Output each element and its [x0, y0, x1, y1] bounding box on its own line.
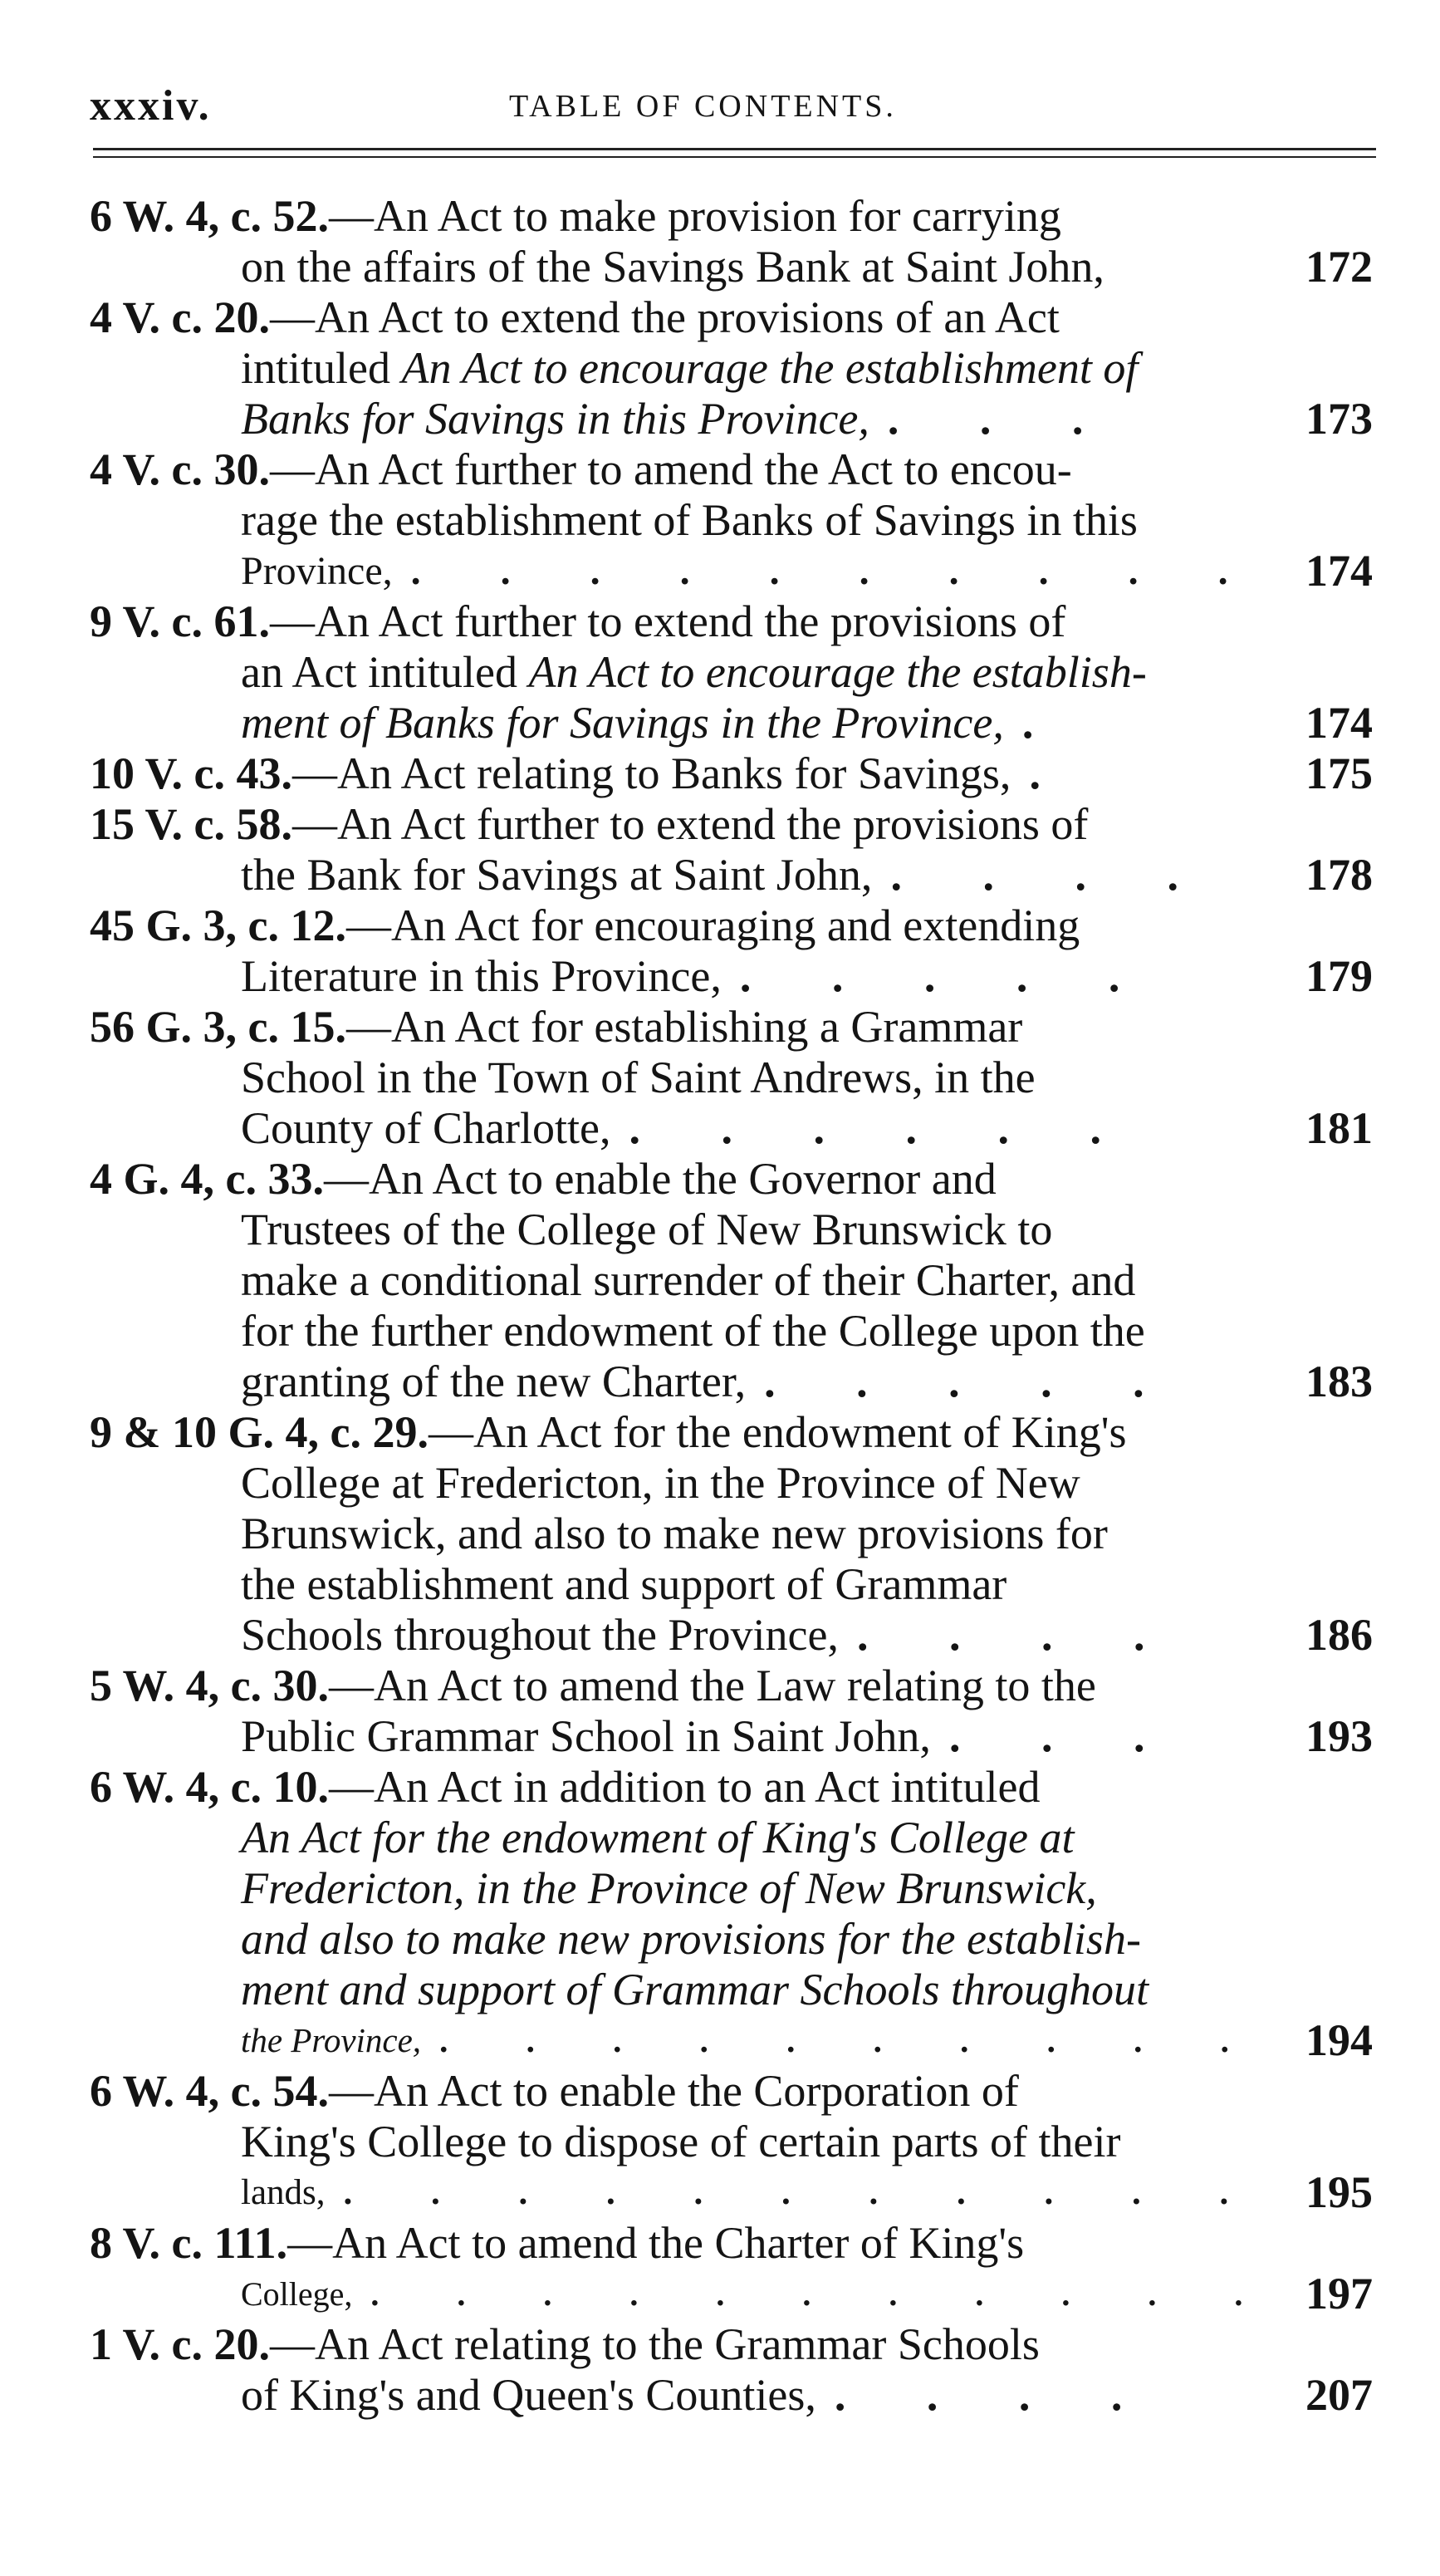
page-reference: 194 — [1305, 2015, 1373, 2065]
page-reference: 179 — [1305, 951, 1373, 1001]
page-reference: 197 — [1305, 2269, 1373, 2318]
entry-text: —An Act to make provision for carrying — [329, 191, 1061, 241]
statute-reference: 56 G. 3, c. 15. — [90, 1002, 346, 1052]
toc-entry — [90, 1407, 1373, 1661]
toc-entry — [90, 748, 1373, 799]
toc-entry — [90, 1762, 1373, 2066]
toc-entry-line — [90, 1306, 1373, 1357]
toc-entry-line — [90, 1255, 1373, 1306]
entry-text: King's College to dispose of certain parts of their — [241, 2117, 1121, 2166]
toc-entry — [90, 900, 1373, 1002]
dot-leader: . . . — [887, 394, 1119, 444]
entry-text: —An Act in addition to an Act intituled — [329, 1762, 1041, 1812]
toc-entry-line — [90, 748, 1373, 799]
entry-text: Brunswick, and also to make new provisions for — [241, 1509, 1108, 1558]
entry-text: an Act intituled — [241, 647, 529, 697]
dot-leader: . . . . . . . . . . — [439, 2021, 1264, 2059]
toc-entry-line — [90, 850, 1373, 900]
entry-text: granting of the new Charter, — [241, 1357, 747, 1406]
dot-leader: . . . . — [834, 2370, 1158, 2420]
page-header — [90, 81, 1373, 140]
act-title-italic: An Act for the endowment of King's College at — [241, 1813, 1075, 1862]
toc-entry-line — [90, 1863, 1373, 1914]
toc-entry-line — [90, 1103, 1373, 1154]
entry-text: on the affairs of the Savings Bank at Saint John, — [241, 242, 1104, 292]
toc-entry-line — [90, 1914, 1373, 1965]
dot-leader: . . . . — [856, 1610, 1180, 1660]
entry-text: of King's and Queen's Counties, — [241, 2370, 816, 2420]
page-reference: 175 — [1305, 748, 1373, 798]
entry-text: —An Act relating to the Grammar Schools — [270, 2319, 1040, 2369]
act-title-italic: ment and support of Grammar Schools throughout — [241, 1965, 1149, 2014]
statute-reference: 6 W. 4, c. 54. — [90, 2066, 330, 2116]
entry-text: rage the establishment of Banks of Savings in this — [241, 495, 1138, 545]
toc-entry-line — [90, 1711, 1373, 1762]
toc-entry-line — [90, 2218, 1373, 2269]
statute-reference: 6 W. 4, c. 10. — [90, 1762, 330, 1812]
header-rule-top — [93, 148, 1376, 150]
toc-entry-line — [90, 2319, 1373, 2370]
entry-text: lands, — [241, 2173, 326, 2212]
toc-entry-line — [90, 1610, 1373, 1661]
entry-text: —An Act to amend the Law relating to the — [329, 1661, 1096, 1710]
act-title-italic: An Act to encourage the establishment of — [401, 343, 1139, 393]
entry-text: make a conditional surrender of their Charter, and — [241, 1255, 1136, 1305]
page-reference: 186 — [1305, 1610, 1373, 1660]
page-reference: 174 — [1305, 546, 1373, 596]
statute-reference: 45 G. 3, c. 12. — [90, 900, 346, 950]
entry-text: Trustees of the College of New Brunswick to — [241, 1205, 1053, 1254]
entry-text: —An Act to enable the Governor and — [323, 1154, 997, 1204]
toc-entry-line — [90, 1458, 1373, 1509]
page-reference: 173 — [1305, 394, 1373, 444]
toc-entry-line — [90, 647, 1373, 698]
entry-text: College at Fredericton, in the Province of New — [241, 1458, 1080, 1508]
act-title-italic: the Province, — [241, 2021, 422, 2059]
toc-entry — [90, 444, 1373, 596]
toc-entry-line — [90, 1154, 1373, 1205]
toc-entry — [90, 596, 1373, 748]
page-reference: 181 — [1305, 1103, 1373, 1153]
dot-leader: . . . . . . — [629, 1103, 1136, 1153]
toc-entry-line — [90, 1762, 1373, 1813]
toc-entry — [90, 2319, 1373, 2421]
entry-text: Province, — [241, 549, 393, 593]
toc-entry — [90, 191, 1373, 292]
toc-entry — [90, 2066, 1373, 2218]
statute-reference: 4 G. 4, c. 33. — [90, 1154, 324, 1204]
toc-entry-line — [90, 292, 1373, 343]
entry-text: Public Grammar School in Saint John, — [241, 1711, 931, 1761]
toc-entry-line — [90, 1357, 1373, 1407]
statute-reference: 4 V. c. 30. — [90, 444, 271, 494]
entry-text: intituled — [241, 343, 402, 393]
statute-reference: 9 V. c. 61. — [90, 596, 271, 646]
toc-entry-line — [90, 596, 1373, 647]
toc-entry-line — [90, 191, 1373, 242]
toc-entry-line — [90, 1509, 1373, 1559]
toc-entry-line — [90, 1661, 1373, 1711]
dot-leader: . . . . . . . . . . . — [370, 2275, 1278, 2313]
toc-entry-line — [90, 2370, 1373, 2421]
toc-entry-line — [90, 444, 1373, 495]
statute-reference: 4 V. c. 20. — [90, 292, 271, 342]
toc-entry-line — [90, 951, 1373, 1002]
toc-entry — [90, 1154, 1373, 1407]
toc-entry-line — [90, 1052, 1373, 1103]
entry-text: —An Act further to extend the provisions of — [292, 799, 1089, 849]
toc-entry-line — [90, 1407, 1373, 1458]
page-reference: 178 — [1305, 850, 1373, 900]
statute-reference: 8 V. c. 111. — [90, 2218, 288, 2268]
toc-entry-line — [90, 2117, 1373, 2167]
dot-leader: . . . . . — [764, 1357, 1179, 1406]
entry-text: —An Act to extend the provisions of an Act — [270, 292, 1060, 342]
statute-reference: 9 & 10 G. 4, c. 29. — [90, 1407, 429, 1457]
toc-entry-line — [90, 698, 1373, 748]
entry-text: School in the Town of Saint Andrews, in the — [241, 1052, 1036, 1102]
dot-leader: . . . . — [890, 850, 1213, 900]
toc-entry-line — [90, 1205, 1373, 1255]
entry-text: —An Act to amend the Charter of King's — [287, 2218, 1025, 2268]
act-title-italic: An Act to encourage the establish- — [528, 647, 1147, 697]
toc-entry — [90, 799, 1373, 900]
toc-entry-line — [90, 2015, 1373, 2066]
statute-reference: 1 V. c. 20. — [90, 2319, 271, 2369]
dot-leader: . . . . . . . . . . . — [343, 2173, 1264, 2212]
page-reference: 193 — [1305, 1711, 1373, 1761]
page-reference: 172 — [1305, 242, 1373, 292]
entry-text: the Bank for Savings at Saint John, — [241, 850, 873, 900]
statute-reference: 6 W. 4, c. 52. — [90, 191, 330, 241]
dot-leader: . — [1029, 748, 1075, 798]
entry-text: College, — [241, 2275, 353, 2313]
toc-entry-line — [90, 2066, 1373, 2117]
entry-text: the establishment and support of Grammar — [241, 1559, 1007, 1609]
page-title: TABLE OF CONTENTS. — [509, 89, 897, 124]
toc-entry — [90, 1661, 1373, 1762]
act-title-italic: ment of Banks for Savings in the Province, — [241, 698, 1004, 748]
entry-text: for the further endowment of the College upon the — [241, 1306, 1145, 1356]
entry-text: —An Act for encouraging and extending — [345, 900, 1080, 950]
page-reference: 207 — [1305, 2370, 1373, 2420]
statute-reference: 5 W. 4, c. 30. — [90, 1661, 330, 1710]
toc-entry-line — [90, 394, 1373, 444]
toc-entry — [90, 1002, 1373, 1154]
toc-entry — [90, 292, 1373, 444]
act-title-italic: Fredericton, in the Province of New Brunswick, — [241, 1863, 1097, 1913]
entry-text: —An Act for the endowment of King's — [428, 1407, 1127, 1457]
toc-entry-line — [90, 495, 1373, 546]
entry-text: —An Act further to amend the Act to encou- — [270, 444, 1072, 494]
dot-leader: . . . — [948, 1711, 1180, 1761]
statute-reference: 15 V. c. 58. — [90, 799, 293, 849]
dot-leader: . . . . . . . . . . — [410, 549, 1263, 593]
entry-text: County of Charlotte, — [241, 1103, 611, 1153]
entry-text: —An Act for establishing a Grammar — [345, 1002, 1023, 1052]
dot-leader: . — [1021, 698, 1069, 748]
entry-text: Schools throughout the Province, — [241, 1610, 839, 1660]
page-reference: 183 — [1305, 1357, 1373, 1406]
toc-entry-line — [90, 242, 1373, 292]
entry-text: —An Act to enable the Corporation of — [329, 2066, 1019, 2116]
page-reference: 174 — [1305, 698, 1373, 748]
toc-entry — [90, 2218, 1373, 2319]
entry-text: —An Act further to extend the provisions of — [270, 596, 1066, 646]
header-rule-bottom — [93, 156, 1376, 158]
toc-entry-line — [90, 1002, 1373, 1052]
act-title-italic: and also to make new provisions for the establish- — [241, 1914, 1141, 1964]
toc-entry-line — [90, 799, 1373, 850]
toc-entry-line — [90, 546, 1373, 596]
toc-entry-line — [90, 2167, 1373, 2218]
entry-text: —An Act relating to Banks for Savings, — [292, 748, 1011, 798]
act-title-italic: Banks for Savings in this Province, — [241, 394, 869, 444]
dot-leader: . . . . . — [739, 951, 1155, 1001]
toc-entry-line — [90, 2269, 1373, 2319]
toc-entry-line — [90, 1965, 1373, 2015]
page-number: xxxiv. — [90, 82, 212, 130]
toc-entry-line — [90, 343, 1373, 394]
toc-entry-line — [90, 1813, 1373, 1863]
toc-entry-line — [90, 900, 1373, 951]
page-reference: 195 — [1305, 2167, 1373, 2217]
statute-reference: 10 V. c. 43. — [90, 748, 293, 798]
contents-list — [90, 191, 1373, 2421]
toc-entry-line — [90, 1559, 1373, 1610]
entry-text: Literature in this Province, — [241, 951, 722, 1001]
